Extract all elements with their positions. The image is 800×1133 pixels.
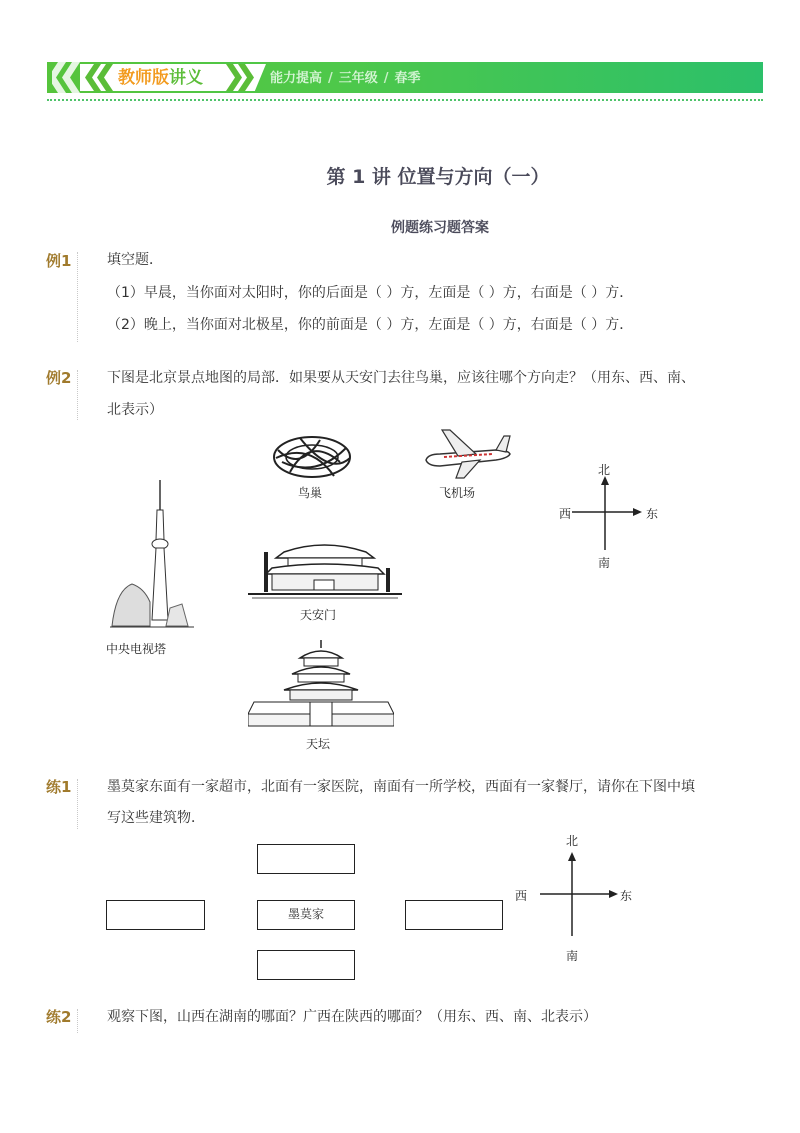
example1-rule (77, 252, 78, 342)
compass-2-west: 西 (515, 889, 528, 903)
center-home-box: 墨莫家 (257, 900, 355, 930)
chevrons-left-green-icon (84, 64, 120, 91)
temple-caption: 天坛 (306, 737, 331, 751)
practice1-line2: 写这些建筑物． (107, 810, 205, 826)
tv-tower-illustration (110, 480, 194, 630)
example2-rule (77, 370, 78, 420)
compass-1-north: 北 (598, 463, 611, 477)
practice2-line1: 观察下图，山西在湖南的哪面？广西在陕西的哪面？（用东、西、南、北表示） (107, 1009, 597, 1025)
compass-2-south: 南 (566, 949, 579, 963)
practice2-label: 练2 (46, 1008, 72, 1026)
header-divider (47, 99, 763, 101)
practice1-line1: 墨莫家东面有一家超市，北面有一家医院，南面有一所学校，西面有一家餐厅，请你在下图中填 (107, 779, 695, 795)
compass-2-icon (540, 852, 620, 940)
header-meta-level: 能力提高 (270, 71, 323, 86)
chevrons-right-green-icon (222, 64, 258, 91)
header-meta-sep: / (328, 71, 333, 86)
south-building-box[interactable] (257, 950, 355, 980)
temple-of-heaven-illustration (248, 640, 394, 728)
bird-nest-illustration (270, 432, 354, 482)
tiananmen-caption: 天安门 (300, 608, 337, 622)
compass-2-north: 北 (566, 834, 579, 848)
section-subtitle: 例题练习题答案 (391, 220, 489, 236)
compass-1-south: 南 (598, 556, 611, 570)
example2-line1: 下图是北京景点地图的局部．如果要从天安门去往鸟巢，应该往哪个方向走？（用东、西、南、 (107, 370, 695, 386)
header-title (118, 66, 203, 90)
practice1-rule (77, 779, 78, 829)
header-meta (270, 68, 421, 90)
compass-1-west: 西 (559, 507, 572, 521)
compass-1-east: 东 (646, 507, 659, 521)
practice2-rule (77, 1009, 78, 1033)
example1-q1: （1）早晨，当你面对太阳时，你的后面是（ ）方，左面是（ ）方，右面是（ ）方． (107, 285, 634, 301)
east-building-box[interactable] (405, 900, 503, 930)
practice1-label: 练1 (46, 778, 72, 796)
header-title-notes: 讲义 (169, 68, 203, 88)
example2-line2: 北表示） (107, 402, 163, 418)
west-building-box[interactable] (106, 900, 205, 930)
header-meta-season: 春季 (394, 71, 421, 86)
airplane-illustration (418, 424, 514, 480)
example1-prompt: 填空题． (107, 252, 163, 268)
airport-caption: 飞机场 (439, 486, 476, 500)
tiananmen-illustration (248, 538, 402, 602)
lecture-title: 第 1 讲 位置与方向（一） (326, 166, 550, 188)
tv-tower-caption: 中央电视塔 (106, 642, 167, 656)
header-title-teacher: 教师版 (118, 68, 169, 88)
example1-label: 例1 (46, 252, 72, 270)
bird-nest-caption: 鸟巢 (298, 486, 323, 500)
header-meta-sep: / (383, 71, 389, 86)
compass-2-east: 东 (620, 889, 633, 903)
compass-1-icon (572, 476, 642, 554)
example1-q2: （2）晚上，当你面对北极星，你的前面是（ ）方，左面是（ ）方，右面是（ ）方． (107, 317, 634, 333)
header-meta-grade: 三年级 (338, 71, 378, 86)
north-building-box[interactable] (257, 844, 355, 874)
example2-label: 例2 (46, 369, 72, 387)
